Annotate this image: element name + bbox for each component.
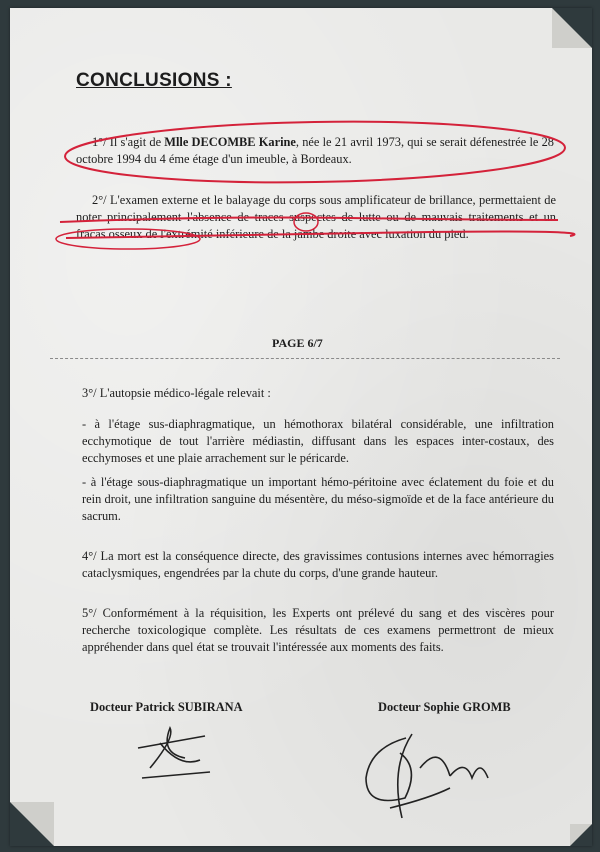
paragraph-1-rest: , née le 21 avril 1973, qui se serait défenestrée le 28 octobre 1994 du 4 éme étage d'un imeuble, à Bordeaux. bbox=[76, 135, 554, 166]
paragraph-3-item-2: - à l'étage sous-diaphragmatique un important hémo-péritoine avec éclatement du foie et du rein droit, une infiltration sanguine du mésentère, du méso-sigmoïde et de la face antérieure du sacrum. bbox=[82, 475, 554, 523]
annotation-overlay bbox=[10, 8, 592, 846]
red-loop-mark-2 bbox=[56, 229, 200, 249]
paragraph-2: 2°/ L'examen externe et le balayage du corps sous amplificateur de brillance, permettaient de noter principalement l'absence de traces suspectes de lutte ou de mauvais traitements et un fracas osseux de l'extrémité inférieure de la jambe droite avec luxation du pied. bbox=[76, 193, 556, 241]
deceased-name: Mlle DECOMBE Karine bbox=[164, 135, 296, 149]
signature-gromb bbox=[366, 734, 488, 818]
paragraph-4: 4°/ La mort est la conséquence directe, des gravissimes contusions internes avec hémorragies cataclysmiques, engendrées par la chute du corps, d'une grande hauteur. bbox=[82, 549, 554, 580]
red-loop-mark bbox=[294, 213, 318, 231]
signatory-1-name: Docteur Patrick SUBIRANA bbox=[90, 700, 243, 714]
paragraph-3-intro: 3°/ L'autopsie médico-légale relevait : bbox=[82, 386, 271, 400]
signature-subirana bbox=[138, 728, 210, 778]
paragraph-5: 5°/ Conformément à la réquisition, les Experts ont prélevé du sang et des viscères pour recherche toxicologique complète. Les résultats de ces examens permettront de mieux appréhender dans quel état se trouvait l'intéressée aux moments des faits. bbox=[82, 606, 554, 654]
paragraph-3-item-1: - à l'étage sus-diaphragmatique, un hémothorax bilatéral considérable, une infiltration ecchymotique de tout l'arrière médiastin, diffusant dans les espaces inter-costaux, des ecchymoses et une plaie arrachement sur le péricarde. bbox=[82, 417, 554, 465]
red-underline-1 bbox=[60, 218, 558, 223]
red-underline-2 bbox=[66, 232, 575, 239]
document-page bbox=[10, 8, 592, 846]
red-highlight-ellipse bbox=[65, 118, 566, 187]
page-marker: PAGE 6/7 bbox=[272, 336, 323, 350]
section-title: CONCLUSIONS : bbox=[76, 70, 232, 91]
signatory-2-name: Docteur Sophie GROMB bbox=[378, 700, 511, 714]
paragraph-1-lead: 1°/ Il s'agit de bbox=[92, 135, 165, 149]
